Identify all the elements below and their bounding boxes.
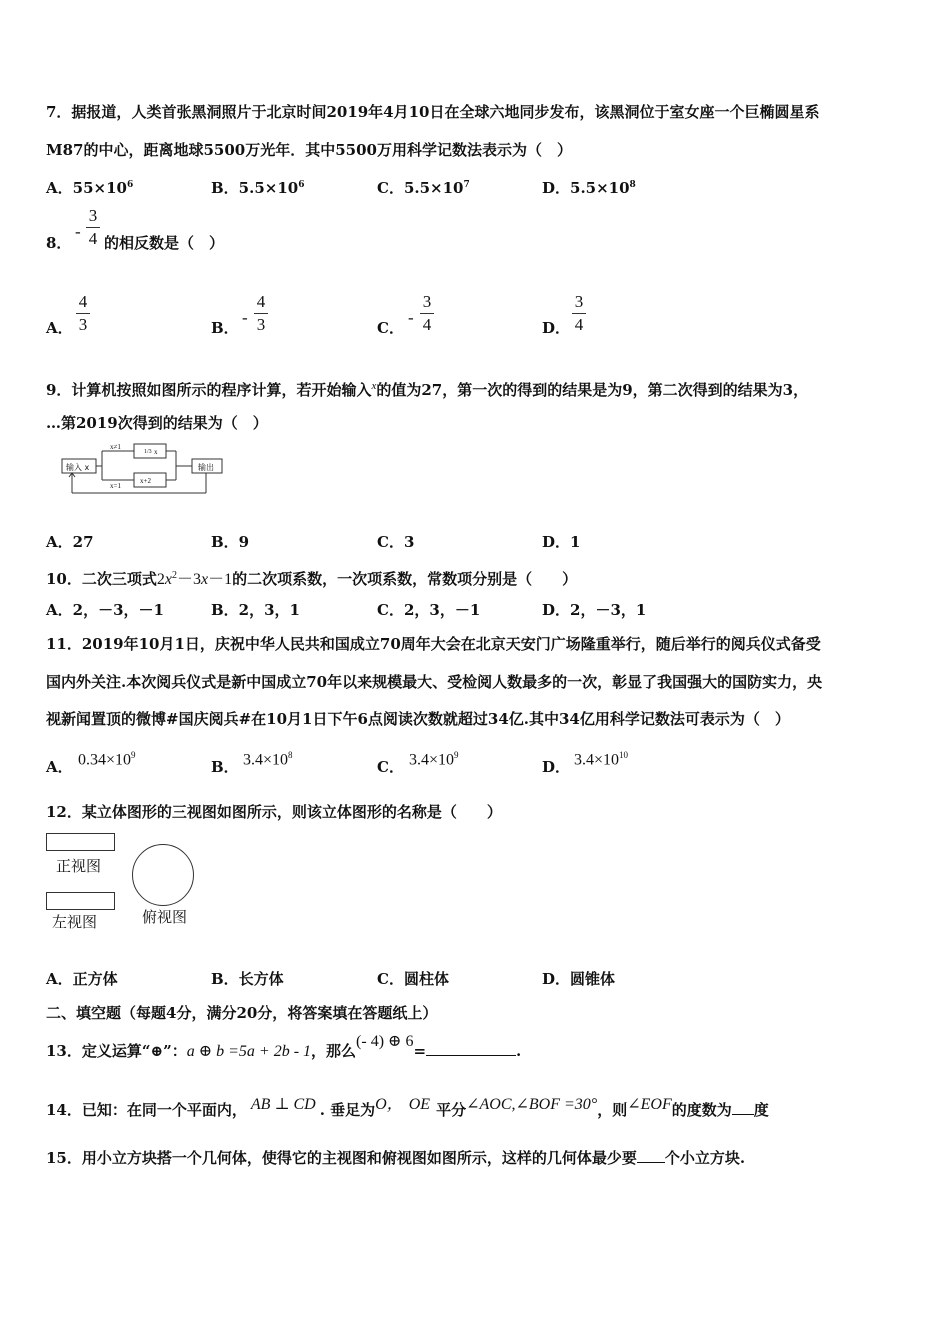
q9-option-d: D．1 (542, 533, 581, 551)
q9-option-c: C．3 (377, 533, 415, 551)
q8-option-d-frac: 3 4 (572, 292, 586, 335)
top-view-circle (132, 844, 194, 906)
q12-option-b: B．长方体 (211, 970, 284, 988)
q9-var: x (371, 380, 377, 392)
front-view-rect (46, 833, 115, 851)
q10-option-a: A．2，－3，－1 (46, 601, 164, 619)
q11-option-a-label: A． (46, 758, 73, 776)
q15-line: 15．用小立方块搭一个几何体，使得它的主视图和俯视图如图所示，这样的几何体最少要 个小立方块. (46, 1149, 746, 1167)
flow-input-text: 输入 x (66, 463, 90, 472)
q9-flowchart (58, 440, 228, 498)
q7-line2: M87的中心，距离地球5500万光年．其中5500万用科学记数法表示为（ ） (46, 141, 572, 159)
flow-op-top-frac: 1/3 (144, 449, 152, 455)
q14-line: 14．已知：在同一个平面内， AB ⊥ CD . 垂足为O， OE 平分∠AOC,∠BOF =30°，则∠EOF的度数为 度 (46, 1096, 769, 1119)
q14-answer-blank (732, 1114, 754, 1115)
q10-option-d: D．2，－3，1 (542, 601, 647, 619)
section2-heading: 二、填空题（每题4分，满分20分，将答案填在答题纸上） (46, 1004, 438, 1022)
q11-option-b-label: B． (211, 758, 239, 776)
q11-option-a-value: $0.34\times 10^9$ (78, 750, 136, 769)
q8-number: 8． (46, 234, 72, 252)
left-view-rect (46, 892, 115, 910)
q13-answer-blank (426, 1055, 516, 1056)
q12-text: 12．某立体图形的三视图如图所示，则该立体图形的名称是（ ） (46, 803, 502, 821)
q8-option-c-frac: 3 4 (420, 292, 434, 335)
q8-fraction (86, 206, 100, 249)
q8-option-b-sign: - (242, 308, 248, 327)
q7-option-b: B．$5.5\times 10^6$ (211, 179, 305, 197)
q7-option-a: A．$55\times 10^6$ (46, 179, 134, 197)
q11-option-d-label: D． (542, 758, 571, 776)
q13-line: 13．定义运算“⊕”：a ⊕ b =5a + 2b - 1，那么(- 4) ⊕ 6= . (46, 1033, 522, 1060)
q11-option-b-value: $3.4\times 10^8$ (243, 750, 293, 769)
q12-option-d: D．圆锥体 (542, 970, 616, 988)
q11-option-c-value: $3.4\times 10^9$ (409, 750, 459, 769)
q9-line1: 9．计算机按照如图所示的程序计算，若开始输入$^x$的值为27，第一次的得到的结果是为9，第二次得到的结果为3， (46, 380, 809, 399)
q8-frac-den: 4 (88, 229, 98, 248)
q8-option-b-frac: 4 3 (254, 292, 268, 335)
q7-line1: 7．据报道，人类首张黑洞照片于北京时间2019年4月10日在全球六地同步发布，该黑洞位于室女座一个巨椭圆星系 (46, 103, 820, 121)
q8-option-c-label: C． (377, 319, 404, 337)
q7-option-c: C．$5.5\times 10^7$ (377, 179, 470, 197)
q12-option-c: C．圆柱体 (377, 970, 449, 988)
q11-line1: 11．2019年10月1日，庆祝中华人民共和国成立70周年大会在北京天安门广场隆重举行，随后举行的阅兵仪式备受 (46, 635, 821, 653)
q8-option-a-frac: 4 3 (76, 292, 90, 335)
q8-option-d-label: D． (542, 319, 571, 337)
flow-cond-top: x≠1 (110, 443, 121, 451)
q10-line: 10．二次三项式$2x^2-3x-1$的二次项系数，一次项系数，常数项分别是（ ） (46, 570, 578, 588)
q9-option-b: B．9 (211, 533, 250, 551)
q8-suffix: 的相反数是（ ） (104, 234, 225, 252)
q11-line3: 视新闻置顶的微博#国庆阅兵#在10月1日下午6点阅读次数就超过34亿.其中34亿用科学记数法可表示为（ ） (46, 710, 790, 728)
flow-output-text: 输出 (198, 463, 214, 472)
left-view-label: 左视图 (52, 913, 98, 931)
q8-option-b-label: B． (211, 319, 239, 337)
q8-option-c-sign: - (408, 308, 414, 327)
flow-op-bottom-text: x+2 (140, 477, 151, 485)
q9-line2: …第2019次得到的结果为（ ） (46, 414, 268, 432)
q10-option-c: C．2，3，－1 (377, 601, 481, 619)
front-view-label: 正视图 (56, 857, 102, 875)
q7-option-d: D．$5.5\times 10^8$ (542, 179, 636, 197)
flow-op-top-text: x (154, 448, 158, 456)
q10-option-b: B．2，3，1 (211, 601, 300, 619)
top-view-label: 俯视图 (142, 908, 188, 926)
q9-option-a: A．27 (46, 533, 94, 551)
q11-option-c-label: C． (377, 758, 404, 776)
q8-frac-num: 3 (88, 206, 98, 225)
flow-cond-bottom: x=1 (110, 482, 121, 490)
q8-sign: - (75, 222, 81, 241)
q11-option-d-value: $3.4\times 10^{10}$ (574, 750, 629, 769)
q12-option-a: A．正方体 (46, 970, 118, 988)
q11-line2: 国内外关注.本次阅兵仪式是新中国成立70年以来规模最大、受检阅人数最多的一次，彰显了我国强大的国防实力，央 (46, 673, 823, 691)
q8-option-a-label: A． (46, 319, 73, 337)
q15-answer-blank (637, 1162, 665, 1163)
